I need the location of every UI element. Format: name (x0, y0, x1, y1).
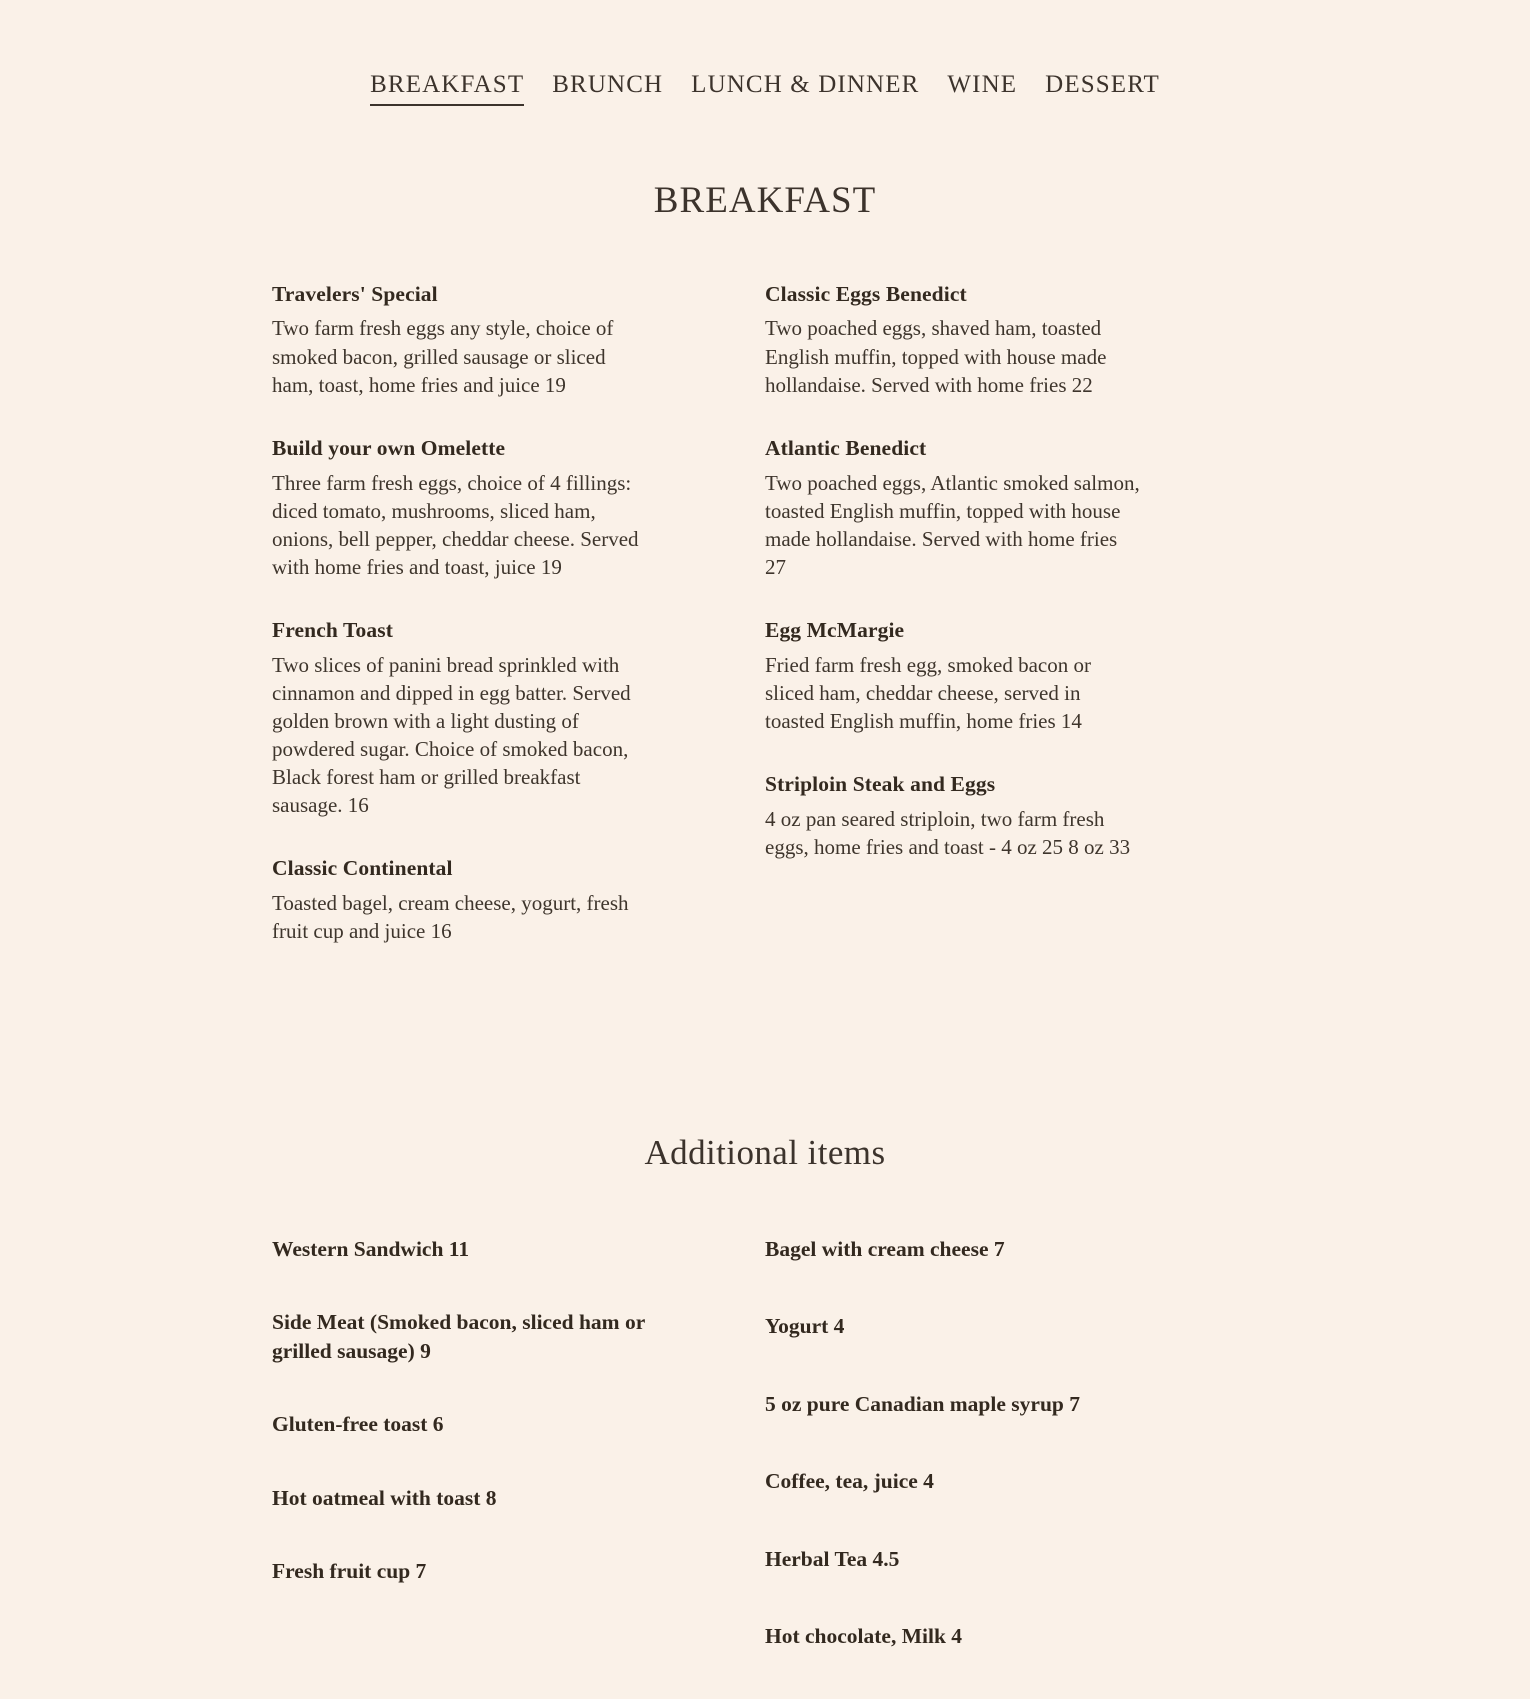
menu-entry (765, 617, 1258, 735)
list-item: Yogurt 4 (765, 1314, 845, 1339)
additional-items-grid (0, 1235, 1530, 1699)
menu-entry-name: Atlantic Benedict (765, 435, 927, 460)
menu-entry (765, 281, 1258, 399)
menu-entry-description: Two poached eggs, shaved ham, toasted English muffin, topped with house made hollandaise. Served with home fries 22 (765, 316, 1107, 397)
additional-items-title: Additional items (644, 1132, 886, 1172)
menu-entry-name: Classic Continental (272, 855, 453, 880)
list-item: 5 oz pure Canadian maple syrup 7 (765, 1391, 1080, 1416)
nav-item-lunch-and-dinner[interactable]: LUNCH & DINNER (691, 71, 920, 98)
list-item: Bagel with cream cheese 7 (765, 1237, 1005, 1262)
main-navigation (0, 56, 1530, 106)
breakfast-section-title: BREAKFAST (653, 180, 877, 221)
menu-entry (272, 435, 765, 581)
menu-entry-description: Two farm fresh eggs any style, choice of smoked bacon, grilled sausage or sliced ham, toast, home fries and juice 19 (272, 316, 614, 397)
additional-column-left (272, 1235, 765, 1699)
menu-entry-description: Toasted bagel, cream cheese, yogurt, fresh fruit cup and juice 16 (272, 890, 629, 943)
nav-item-wine[interactable]: WINE (947, 71, 1018, 98)
list-item: Fresh fruit cup 7 (272, 1558, 427, 1583)
nav-item-brunch[interactable]: BRUNCH (552, 71, 664, 98)
additional-items-section (0, 1133, 1530, 1699)
menu-entry-name: Travelers' Special (272, 281, 438, 306)
menu-entry-name: French Toast (272, 617, 393, 642)
breakfast-items-grid (0, 281, 1530, 981)
menu-entry-description: 4 oz pan seared striploin, two farm fresh eggs, home fries and toast - 4 oz 25 8 oz 33 (765, 806, 1131, 859)
menu-entry (765, 771, 1258, 861)
menu-entry-name: Build your own Omelette (272, 435, 506, 460)
list-item: Side Meat (Smoked bacon, sliced ham or grilled sausage) 9 (272, 1310, 645, 1363)
list-item: Herbal Tea 4.5 (765, 1546, 900, 1571)
menu-entry-description: Fried farm fresh egg, smoked bacon or sliced ham, cheddar cheese, served in toasted English muffin, home fries 14 (765, 652, 1091, 733)
nav-item-dessert[interactable]: DESSERT (1045, 71, 1160, 98)
menu-entry (272, 281, 765, 399)
list-item: Western Sandwich 11 (272, 1237, 470, 1262)
menu-entry-name: Classic Eggs Benedict (765, 281, 967, 306)
menu-entry (272, 855, 765, 945)
menu-entry-description: Two poached eggs, Atlantic smoked salmon, toasted English muffin, topped with house made hollandaise. Served with home fries 27 (765, 470, 1140, 579)
list-item: Hot chocolate, Milk 4 (765, 1623, 963, 1648)
list-item: Hot oatmeal with toast 8 (272, 1485, 497, 1510)
menu-entry-description: Two slices of panini bread sprinkled with cinnamon and dipped in egg batter. Served golden brown with a light dusting of powdered sugar. Choice of smoked bacon, Black forest ham or grilled breakfast sausage. 16 (272, 652, 631, 817)
menu-entry (272, 617, 765, 819)
list-item: Coffee, tea, juice 4 (765, 1469, 934, 1494)
menu-entry-name: Striploin Steak and Eggs (765, 771, 996, 796)
menu-entry-name: Egg McMargie (765, 617, 905, 642)
menu-entry (765, 435, 1258, 581)
menu-entry-description: Three farm fresh eggs, choice of 4 fillings: diced tomato, mushrooms, sliced ham, onions, bell pepper, cheddar cheese. Served with home fries and toast, juice 19 (272, 470, 639, 579)
additional-column-right (765, 1235, 1258, 1699)
breakfast-column-right (765, 281, 1258, 981)
list-item: Gluten-free toast 6 (272, 1412, 444, 1437)
nav-item-breakfast[interactable]: BREAKFAST (370, 70, 524, 106)
breakfast-column-left (272, 281, 765, 981)
